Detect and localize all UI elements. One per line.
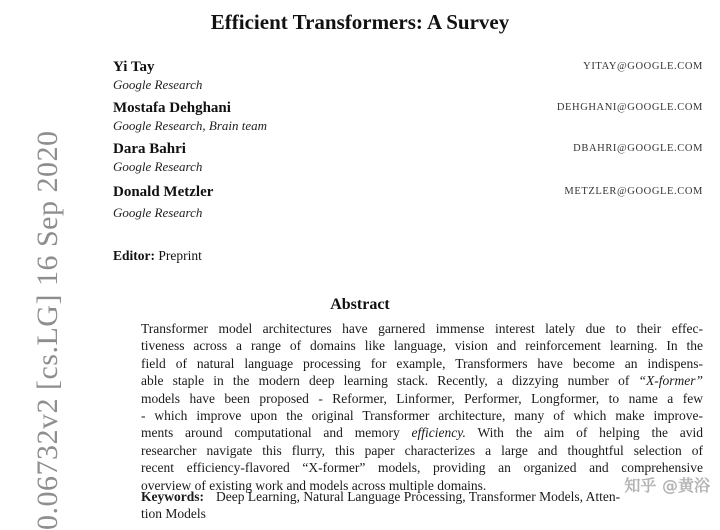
author-block xyxy=(113,99,703,134)
abstract-line: models have been proposed - Reformer, Linformer, Performer, Longformer, to name a few xyxy=(141,390,703,406)
editor-label: Editor: xyxy=(113,248,155,263)
abstract-line: recent efficiency-flavored “X-former” models, providing an organized and comprehensive xyxy=(141,460,703,476)
abstract-italic-efficiency: efficiency. xyxy=(411,425,466,441)
abstract-line: tiveness across a range of domains like language, vision and reinforcement learning. In the xyxy=(141,338,703,354)
abstract-line xyxy=(141,424,703,441)
abstract-line xyxy=(141,372,703,389)
editor-line xyxy=(113,248,202,264)
abstract-line: Transformer model architectures have garnered immense interest lately due to their effec- xyxy=(141,321,703,336)
author-block xyxy=(113,183,703,221)
abstract-line: overview of existing work and models across multiple domains. xyxy=(141,477,487,493)
author-name: Dara Bahri xyxy=(113,141,186,157)
author-affiliation: Google Research xyxy=(113,159,203,174)
paper-title: Efficient Transformers: A Survey xyxy=(210,10,510,34)
author-name: Yi Tay xyxy=(113,59,155,75)
abstract-line-text: able staple in the modern deep learning stack. Recently, a dizzying number of xyxy=(141,373,630,389)
author-email: METZLER@GOOGLE.COM xyxy=(564,186,703,197)
abstract-line: field of natural language processing for example, Transformers have become an indispens- xyxy=(141,355,703,371)
abstract-line: researcher navigate this flurry, this paper characterizes a large and thoughtful selection of xyxy=(141,442,703,458)
abstract-line: - which improve upon the original Transformer architecture, many of which make improve- xyxy=(141,408,703,424)
author-affiliation: Google Research, Brain team xyxy=(113,118,268,133)
keywords-label: Keywords: xyxy=(141,489,204,504)
author-email: YITAY@GOOGLE.COM xyxy=(583,61,703,72)
abstract-body xyxy=(141,320,703,494)
abstract-italic-xformer: “X-former” xyxy=(638,373,703,389)
keywords-value-cont: tion Models xyxy=(141,506,206,521)
author-block xyxy=(113,58,703,93)
author-name: Mostafa Dehghani xyxy=(113,100,231,116)
author-email: DBAHRI@GOOGLE.COM xyxy=(573,143,703,154)
arxiv-side-stamp: 0.06732v2 [cs.LG] 16 Sep 2020 xyxy=(31,130,64,530)
author-affiliation: Google Research xyxy=(113,77,203,92)
author-name: Donald Metzler xyxy=(113,184,214,200)
abstract-line-text: ments around computational and memory xyxy=(141,425,400,441)
keywords-value: Deep Learning, Natural Language Processing, Transformer Models, Atten- xyxy=(216,489,621,504)
abstract-line-text: With the aim of helping the avid xyxy=(477,425,703,441)
editor-value: Preprint xyxy=(158,248,202,263)
author-block xyxy=(113,140,703,175)
author-affiliation: Google Research xyxy=(113,205,203,220)
author-email: DEHGHANI@GOOGLE.COM xyxy=(556,102,703,113)
zhihu-watermark: 知乎 @黄浴 xyxy=(624,476,710,495)
abstract-heading: Abstract xyxy=(330,296,390,313)
